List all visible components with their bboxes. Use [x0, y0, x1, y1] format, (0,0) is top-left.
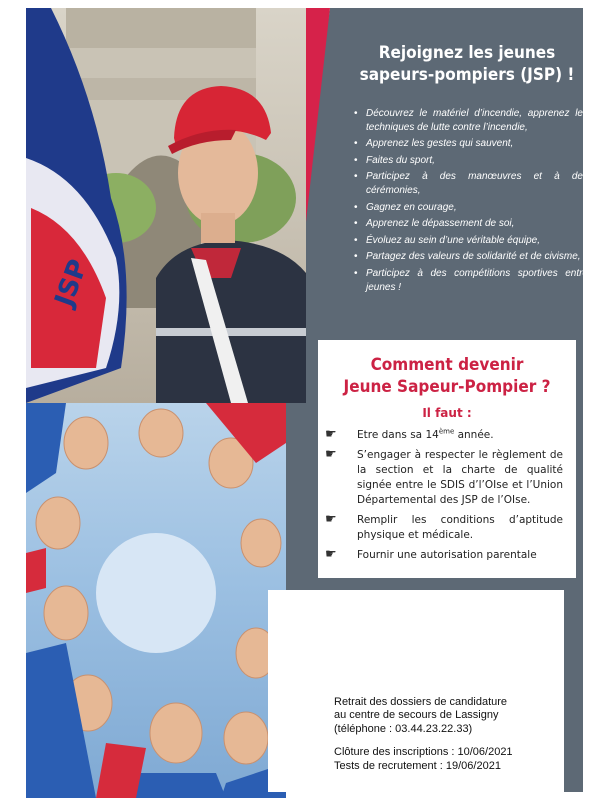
bullet-icon: •: [354, 234, 358, 246]
requirement-parental: Fournir une autorisation parentale: [357, 549, 537, 561]
application-info: [334, 696, 584, 773]
requirements-list: [325, 428, 563, 568]
info-line-closing-date: Clôture des inscriptions : 10/06/2021: [334, 746, 513, 759]
list-item: [352, 267, 588, 294]
info-line-pickup: Retrait des dossiers de candidature: [334, 696, 508, 708]
list-item: [352, 201, 588, 215]
info-line-phone: (téléphone : 03.44.23.22.33): [334, 722, 473, 735]
photo-bottom-illustration: [26, 403, 286, 798]
info-line-test-date: Tests de recrutement : 19/06/2021: [334, 759, 501, 772]
pointing-hand-icon: ☛: [325, 512, 337, 527]
benefit-text: Découvrez le matériel d’incendie, apprenez les techniques de lutte contre l’incendie,: [366, 108, 588, 133]
list-item: [352, 154, 588, 168]
pointing-hand-icon: ☛: [325, 427, 337, 442]
list-item: [352, 217, 588, 231]
benefit-text: Évoluez au sein d’une véritable équipe,: [366, 234, 541, 246]
requirements-title-line1: Comment devenir: [370, 355, 524, 375]
list-item: [352, 170, 588, 197]
bullet-icon: •: [354, 251, 358, 263]
list-item: [325, 448, 563, 508]
benefit-text: Participez à des manœuvres et à des cérémonies,: [366, 171, 588, 196]
pointing-hand-icon: ☛: [325, 447, 337, 462]
info-line-location: au centre de secours de Lassigny: [334, 709, 499, 722]
list-item: [325, 513, 563, 543]
benefit-text: Participez à des compétitions sportives entre jeunes !: [366, 267, 588, 293]
list-item: [352, 107, 588, 134]
benefits-list: [352, 107, 588, 297]
flag-text: JSP: [49, 255, 94, 311]
bullet-icon: •: [354, 201, 358, 213]
benefit-text: Faites du sport,: [366, 154, 435, 166]
list-item: [352, 250, 588, 264]
requirement-age: Etre dans sa 14ème année.: [357, 427, 494, 441]
bullet-icon: •: [354, 218, 358, 230]
requirement-rules: S’engager à respecter le règlement de la section et la charte de qualité signée entre le SDIS d’l’OIse et l’Union Départemental des JSP de l’OIse.: [357, 449, 563, 506]
bullet-icon: •: [354, 154, 358, 166]
bullet-icon: •: [354, 138, 358, 150]
requirements-title-line2: Jeune Sapeur-Pompier ?: [343, 377, 551, 397]
list-item: [352, 234, 588, 248]
header-title-line1: Rejoignez les jeunes: [378, 43, 556, 63]
header-title: [346, 42, 588, 86]
benefit-text: Partagez des valeurs de solidarité et de civisme,: [366, 251, 581, 263]
photo-young-firefighter: [26, 8, 306, 403]
list-item: [325, 428, 563, 443]
pointing-hand-icon: ☛: [325, 547, 337, 562]
requirements-subtitle: Il faut :: [422, 406, 472, 420]
bullet-icon: •: [354, 267, 358, 279]
list-item: [352, 137, 588, 151]
bullet-icon: •: [354, 171, 358, 183]
benefit-text: Gagnez en courage,: [366, 201, 457, 213]
requirement-medical: Remplir les conditions d’aptitude physique et médicale.: [357, 514, 563, 541]
benefit-text: Apprenez le dépassement de soi,: [366, 218, 515, 230]
benefit-text: Apprenez les gestes qui sauvent,: [366, 138, 514, 150]
photo-team-huddle: [26, 403, 286, 798]
bullet-icon: •: [354, 108, 358, 119]
list-item: [325, 548, 563, 563]
requirements-title: [318, 354, 576, 398]
header-title-line2: sapeurs-pompiers (JSP) !: [359, 65, 575, 85]
photo-top-illustration: [26, 8, 306, 403]
